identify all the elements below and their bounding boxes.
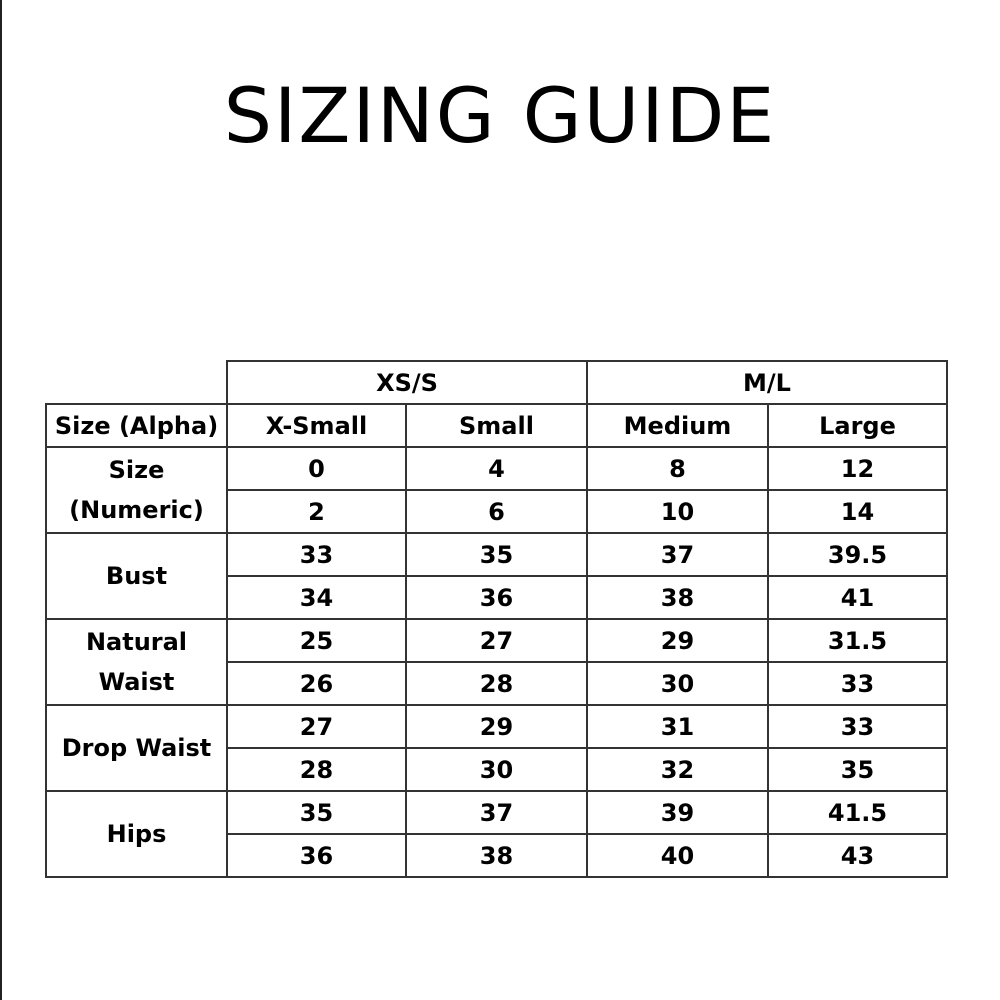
row-label-bust: Bust — [46, 533, 227, 619]
table-cell: 30 — [406, 748, 587, 791]
table-cell: 39.5 — [768, 533, 947, 576]
table-cell: 12 — [768, 447, 947, 490]
table-cell: 27 — [227, 705, 406, 748]
group-header-xs-s: XS/S — [227, 361, 587, 404]
table-row — [46, 791, 947, 834]
table-cell: 30 — [587, 662, 768, 705]
table-row — [46, 705, 947, 748]
row-label-hips: Hips — [46, 791, 227, 877]
table-cell: 43 — [768, 834, 947, 877]
table-cell: 33 — [227, 533, 406, 576]
table-cell: 0 — [227, 447, 406, 490]
row-label-line: Natural — [85, 628, 188, 656]
sizing-table — [45, 360, 948, 878]
header-large: Large — [768, 404, 947, 447]
table-cell: 6 — [406, 490, 587, 533]
header-small: Small — [406, 404, 587, 447]
table-cell: 36 — [227, 834, 406, 877]
table-cell: 31.5 — [768, 619, 947, 662]
header-medium: Medium — [587, 404, 768, 447]
table-row — [46, 447, 947, 490]
table-cell: 40 — [587, 834, 768, 877]
table-cell: 33 — [768, 705, 947, 748]
table-cell: 29 — [587, 619, 768, 662]
table-cell: 4 — [406, 447, 587, 490]
row-label-line: Size — [108, 456, 165, 484]
table-cell: 25 — [227, 619, 406, 662]
row-label-line: Waist — [98, 668, 175, 696]
row-label-natural-waist — [46, 619, 227, 705]
header-x-small: X-Small — [227, 404, 406, 447]
table-cell: 34 — [227, 576, 406, 619]
table-cell: 2 — [227, 490, 406, 533]
table-row — [46, 533, 947, 576]
table-cell: 14 — [768, 490, 947, 533]
table-cell: 10 — [587, 490, 768, 533]
table-cell: 31 — [587, 705, 768, 748]
table-cell: 37 — [587, 533, 768, 576]
blank-corner-cell — [46, 361, 227, 404]
page-title: SIZING GUIDE — [223, 71, 777, 160]
table-cell: 26 — [227, 662, 406, 705]
table-cell: 32 — [587, 748, 768, 791]
table-cell: 38 — [406, 834, 587, 877]
table-cell: 28 — [406, 662, 587, 705]
table-cell: 41.5 — [768, 791, 947, 834]
table-cell: 36 — [406, 576, 587, 619]
row-label-drop-waist: Drop Waist — [46, 705, 227, 791]
table-cell: 39 — [587, 791, 768, 834]
table-cell: 29 — [406, 705, 587, 748]
table-row — [46, 619, 947, 662]
size-header-row — [46, 404, 947, 447]
table-cell: 38 — [587, 576, 768, 619]
row-label-line: (Numeric) — [69, 496, 204, 524]
group-header-m-l: M/L — [587, 361, 947, 404]
table-cell: 33 — [768, 662, 947, 705]
table-cell: 37 — [406, 791, 587, 834]
table-cell: 28 — [227, 748, 406, 791]
table-cell: 41 — [768, 576, 947, 619]
table-cell: 8 — [587, 447, 768, 490]
table-cell: 35 — [227, 791, 406, 834]
row-label-size-numeric — [46, 447, 227, 533]
table-cell: 35 — [768, 748, 947, 791]
table-cell: 27 — [406, 619, 587, 662]
group-header-row — [46, 361, 947, 404]
size-alpha-label: Size (Alpha) — [46, 404, 227, 447]
table-cell: 35 — [406, 533, 587, 576]
